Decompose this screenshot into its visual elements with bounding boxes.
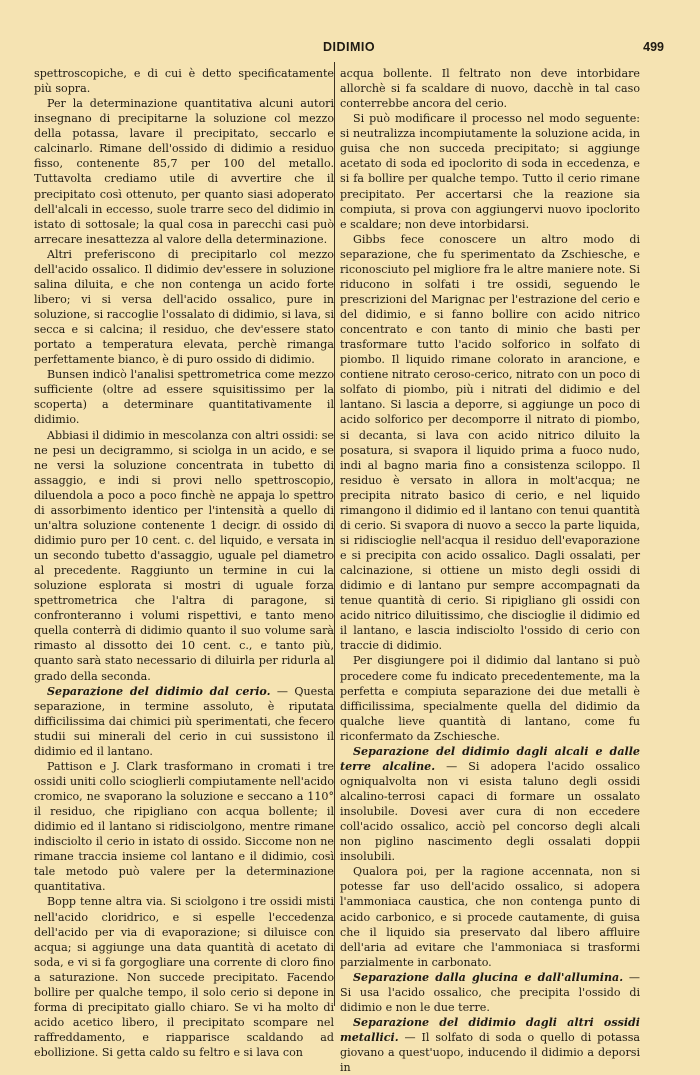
page-number: 499: [643, 40, 664, 54]
paragraph-text: Per disgiungere poi il didimio dal lantano si può procedere come fu indicato precedentemente, ma la perfetta e compiuta separazione dei due metalli è difficilissima, specialmente quella del didimio da qualche lieve quantità di lantano, come fu riconfermato da Zschiesche.: [340, 654, 640, 743]
paragraph: [340, 970, 640, 1015]
paragraph-text: Bopp tenne altra via. Si sciolgono i tre ossidi misti nell'acido cloridrico, e si espelle l'eccedenza dell'acido per via di evaporazione; si diluisce con acqua; si aggiunge una data quantità di acetato di soda, e vi si fa gorgogliare una corrente di cloro fino a saturazione. Non succede precipitato. Facendo bollire per qualche tempo, il solo cerio si depone in forma di precipitato giallo chiaro. Se vi ha molto di acido acetico libero, il precipitato scompare nel raffreddamento, e riapparisce scaldando ad ebollizione. Si getta caldo su feltro e si lava con: [34, 895, 334, 1060]
paragraph-text: Bunsen indicò l'analisi spettrometrica come mezzo sufficiente (oltre ad essere squisitissimo per la scoperta) a determinare quantitativamente il didimio.: [34, 368, 334, 427]
section-heading: Separazione del didimio dagli alcali e dalle terre alcaline.: [340, 744, 640, 773]
running-head: [34, 40, 664, 60]
paragraph-text: Gibbs fece conoscere un altro modo di separazione, che fu sperimentato da Zschiesche, e riconosciuto pel migliore fra le altre maniere note. Si riducono in solfati i tre ossidi, seguendo le prescrizioni del Marignac per l'estrazione del cerio e del didimio, e si fanno bollire con acido nitrico concentrato e con tanto di minio che basti per trasformare tutto l'acido solforico in solfato di piombo. Il liquido rimane colorato in arancione, e contiene nitrato ceroso-cerico, nitrato con un poco di solfato di piombo, più i nitrati del didimio e del lantano. Si lascia a deporre, si aggiunge un poco di acido solforico per decomporre il nitrato di piombo, si decanta, si lava con acido nitrico diluito la posatura, si svapora il liquido prima a fuoco nudo, indi al bagno maria fino a consistenza sciloppo. Il residuo è versato in allora in molt'acqua; ne precipita nitrato basico di cerio, e nel liquido rimangono il didimio ed il lantano con tenui quantità di cerio. Si svapora di nuovo a secco la parte liquida, si ridiscioglie nell'acqua il residuo dell'evaporazione e si precipita con acido ossalico. Dagli ossalati, per calcinazione, si ottiene un misto degli ossidi di didimio e di lantano pur sempre accompagnati da tenue quantità di cerio. Si ripigliano gli ossidi con acido nitrico diluitissimo, che discioglie il didimio ed il lantano, e lascia indisciolto l'ossido di cerio con traccie di didimio.: [340, 232, 640, 653]
paragraph: [34, 894, 334, 1060]
paragraph: [340, 653, 640, 743]
paragraph-text: acqua bollente. Il feltrato non deve intorbidare allorchè si fa scaldare di nuovo, dacchè in tal caso conterrebbe ancora del cerio.: [340, 67, 640, 111]
paragraph: [340, 111, 640, 232]
paragraph-text: Per la determinazione quantitativa alcuni autori insegnano di precipitarne la soluzione col mezzo della potassa, lavare il precipitato, seccarlo e calcinarlo. Rimane dell'ossido di didimio a residuo fisso, contenente 85,7 per 100 del metallo. Tuttavolta crediamo utile di avvertire che il precipitato così ottenuto, per quanto siasi adoperato dell'alcali in eccesso, suole trarre seco del didimio in istato di sottosale; la qual cosa in parecchi casi può arrecare inesattezza al valore della determinazione.: [34, 97, 334, 246]
paragraph-text: Abbiasi il didimio in mescolanza con altri ossidi: se ne pesi un decigrammo, si sciolga in un acido, e se ne versi la soluzione concentrata in tubetto di assaggio, e indi si provi nello spettroscopio, diluendola a poco a poco finchè ne appaja lo spettro di assorbimento identico per l'intensità a quello di un'altra soluzione contenente 1 decigr. di ossido di didimio puro per 10 cent. c. del liquido, e versata in un secondo tubetto d'assaggio, uguale pel diametro al precedente. Raggiunto un termine in cui la soluzione esplorata si mostri di uguale forza spettrometrica che l'altra di paragone, si confronteranno i volumi rispettivi, e tanto meno quella conterrà di didimio quanto il suo volume sarà rimasto al dissotto dei 10 cent. c., e tanto più, quanto sarà stato necessario di diluirla per ridurla al grado della seconda.: [34, 428, 334, 683]
column-divider: [334, 62, 335, 1006]
paragraph-text: Qualora poi, per la ragione accennata, non si potesse far uso dell'acido ossalico, si adopera l'ammoniaca caustica, che non contenga punto di acido carbonico, e si procede cautamente, di guisa che il liquido sia preservato dal libero affluire dell'aria ad evitare che l'ammoniaca si trasformi parzialmente in carbonato.: [340, 865, 640, 969]
paragraph: [340, 744, 640, 865]
paragraph: [34, 759, 334, 895]
section-heading: Separazione dalla glucina e dall'allumina.: [353, 970, 624, 984]
paragraph-text: Si può modificare il processo nel modo seguente: si neutralizza incompiutamente la soluzione acida, in guisa che non succeda precipitato; si aggiunge acetato di soda ed ipoclorito di soda in eccedenza, e si fa bollire per qualche tempo. Tutto il cerio rimane precipitato. Per accertarsi che la reazione sia compiuta, si prova con aggiungervi nuovo ipoclorito e scaldare; non deve intorbidarsi.: [340, 112, 640, 231]
paragraph-text: spettroscopiche, e di cui è detto specificatamente più sopra.: [34, 67, 334, 96]
paragraph: [34, 96, 334, 247]
paragraph-text: — Si usa l'acido ossalico, che precipita l'ossido di didimio e non le due terre.: [340, 970, 641, 1014]
paragraph-text: — Il solfato di soda o quello di potassa giovano a quest'uopo, inducendo il didimio a deporsi in: [340, 1031, 640, 1075]
paragraph-text: Altri preferiscono di precipitarlo col mezzo dell'acido ossalico. Il didimio dev'essere in soluzione salina diluita, e che non contenga un acido forte libero; vi si versa dell'acido ossalico, pure in soluzione, si raccoglie l'ossalato di didimio, si lava, si secca e si calcina; il residuo, che dev'essere stato portato a temperatura elevata, perchè rimanga perfettamente bianco, è di puro ossido di didimio.: [34, 247, 334, 367]
right-text-column: [340, 66, 641, 1075]
paragraph: [340, 232, 640, 654]
paragraph: [340, 66, 640, 111]
paragraph-text: — Si adopera l'acido ossalico ogniqualvolta non vi esista taluno degli ossidi alcalino-terrosi capaci di formare un ossalato insolubile. Dovesi aver cura di non eccedere coll'acido ossalico, acciò pel concorso degli alcali non piglino nascimento degli ossalati doppii insolubili.: [340, 759, 640, 864]
paragraph: [34, 247, 334, 368]
paragraph: [34, 428, 334, 684]
paragraph: [340, 1015, 640, 1075]
paragraph: [340, 864, 640, 969]
paragraph: [34, 66, 334, 96]
section-heading: Separazione del didimio dagli altri ossidi metallici.: [340, 1015, 640, 1044]
left-text-column: [34, 66, 334, 1060]
running-title: DIDIMIO: [322, 40, 376, 54]
paragraph-text: — Questa separazione, in termine assoluto, è riputata difficilissima dai chimici più sperimentati, che fecero studii sui minerali del cerio in cui sussistono il didimio ed il lantano.: [34, 684, 334, 758]
paragraph: [34, 684, 334, 759]
paragraph-text: Pattison e J. Clark trasformano in cromati i tre ossidi uniti collo scioglierli compiutamente nell'acido cromico, ne svaporano la soluzione e seccano a 110° il residuo, che ripigliano con acqua bollente; il didimio ed il lantano si ridisciolgono, mentre rimane indisciolto il cerio in istato di ossido. Siccome non ne rimane traccia insieme col lantano e il didimio, così tale metodo può valere per la determinazione quantitativa.: [34, 759, 334, 894]
section-heading: Separazione del didimio dal cerio.: [47, 684, 271, 698]
paragraph: [34, 367, 334, 427]
